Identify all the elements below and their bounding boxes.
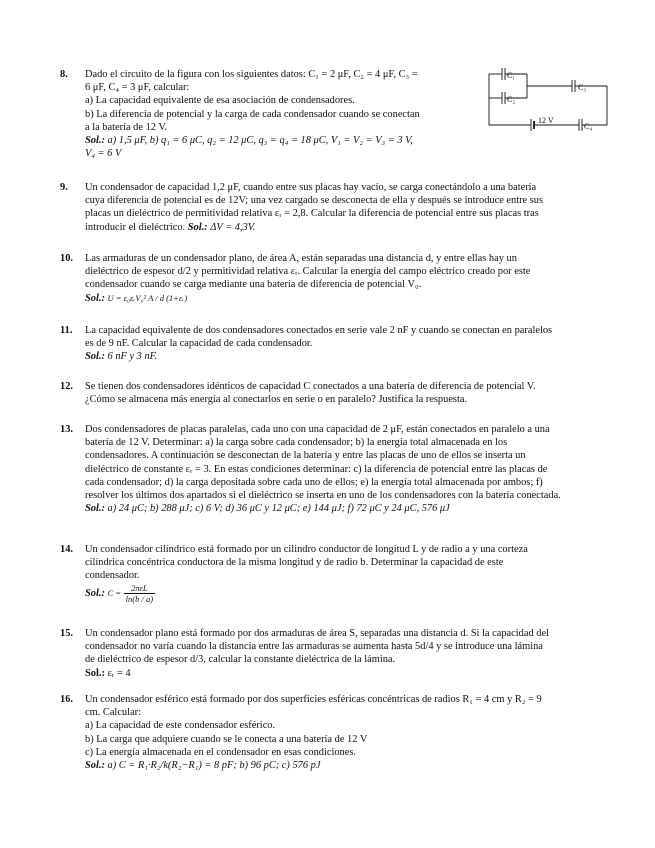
solution-formula: U = ε₀εᵣV₀² A / d (1+εᵣ) <box>107 292 188 303</box>
problem-line: es de 9 nF. Calcular la capacidad de cada condensador. <box>85 338 313 350</box>
solution-lhs: C = <box>107 587 122 598</box>
solution-text: εᵣ = 4 <box>104 667 131 679</box>
problem-12 <box>60 380 610 406</box>
problem-number: 9. <box>60 182 68 193</box>
solution-label: Sol.: <box>85 587 105 599</box>
problem-line: 6 μF, C₄ = 3 μF, calcular: <box>85 82 190 94</box>
problem-line: a) La capacidad de este condensador esférico. <box>85 720 276 732</box>
problem-line: dieléctrico de constante εᵣ = 3. En estas condiciones determinar: c) la diferencia de potencial entre las placas de <box>85 463 548 475</box>
problem-10 <box>60 252 610 305</box>
solution-text: a) 24 μC; b) 288 μJ; c) 6 V; d) 36 μC y 12 μC; e) 144 μJ; f) 72 μC y 24 μC, 576 μJ <box>104 503 450 515</box>
solution <box>85 134 470 147</box>
problem-number: 10. <box>60 253 73 264</box>
solution-label: Sol.: <box>85 135 105 147</box>
problem-line: cada condensador; d) la carga depositada sobre cada uno de ellos; e) la energía total almacenada por ambos; f) <box>85 476 543 488</box>
problem-16 <box>60 693 610 772</box>
problem-line: cilíndrica concéntrica conductora de la misma longitud y de radio b. Determinar la capacidad de este <box>85 557 504 569</box>
solution-label: Sol.: <box>85 503 105 515</box>
problem-number: 8. <box>60 69 68 80</box>
problem-line: introducir el dieléctrico. <box>85 221 188 233</box>
problem-11 <box>60 324 610 364</box>
problem-line: de dieléctrico de espesor d/3, calcular la constante dieléctrica de la lámina. <box>85 654 396 666</box>
problem-line: condensadores. A continuación se desconectan de la batería y entre las placas de uno de ellos se inserta un <box>85 450 526 462</box>
solution-label: Sol.: <box>85 292 105 304</box>
problem-line: La capacidad equivalente de dos condensadores conectados en serie vale 2 nF y cuando se conectan en paralelos <box>85 325 553 336</box>
problem-line: b) La diferencia de potencial y la carga de cada condensador cuando se conectan <box>85 108 420 120</box>
problem-line: cm. Calcular: <box>85 707 141 719</box>
problem-9 <box>60 181 610 234</box>
problem-line: Se tienen dos condensadores idénticos de capacidad C conectados a una batería de diferencia de potencial V. <box>85 381 536 392</box>
fraction-denominator: ln(b / a) <box>125 593 154 604</box>
solution-label: Sol.: <box>85 667 105 679</box>
problem-line: Un condensador cilíndrico está formado por un cilindro conductor de longitud L y de radio a y una corteza <box>85 544 528 555</box>
solution-text: V₄ = 6 V <box>85 148 122 160</box>
problem-line: condensador. <box>85 570 140 582</box>
problem-line: ¿Cómo se almacena más energía al conectarlos en serie o en paralelo? Justifica la respuesta. <box>85 394 468 406</box>
fraction-numerator: 2πεL <box>124 583 155 594</box>
label-c1: C₁ <box>507 71 516 80</box>
solution-label: Sol.: <box>85 760 105 772</box>
label-c2: C₂ <box>507 95 516 104</box>
problem-number: 15. <box>60 628 73 639</box>
solution-label: Sol.: <box>187 221 208 233</box>
problem-line: b) La carga que adquiere cuando se le conecta a una batería de 12 V <box>85 733 368 745</box>
problem-number: 14. <box>60 544 73 555</box>
problem-number: 11. <box>60 325 73 336</box>
problem-line: Un condensador esférico está formado por dos superficies esféricas concéntricas de radios R₁ = 4 cm y R₂ = 9 <box>85 694 542 705</box>
problem-line: a) La capacidad equivalente de esa asociación de condensadores. <box>85 95 355 107</box>
problem-13 <box>60 423 610 515</box>
problem-number: 12. <box>60 381 73 392</box>
solution-text: 6 nF y 3 nF. <box>104 351 158 363</box>
problem-14 <box>60 543 610 604</box>
capacitor-circuit-diagram <box>487 65 609 131</box>
problem-line: a la batería de 12 V. <box>85 121 168 133</box>
solution-label: Sol.: <box>85 351 105 363</box>
solution-text: ΔV = 4,3V. <box>207 221 256 233</box>
problem-line: Un condensador de capacidad 1,2 μF, cuando entre sus placas hay vacío, se carga conectándolo a una batería <box>85 182 537 193</box>
solution-text: a) C = R₁·R₂/k(R₂−R₁) = 8 pF; b) 96 pC; c) 576 pJ <box>104 760 321 772</box>
problem-line: condensador cuando se carga mediante una batería de diferencia de potencial V₀. <box>85 279 422 291</box>
problem-line: Un condensador plano está formado por dos armaduras de área S, separadas una distancia d. Si la capacidad del <box>85 628 549 639</box>
label-battery: 12 V <box>538 116 554 125</box>
problem-line: resolver los últimos dos apartados si el dieléctrico se inserta en uno de los condensadores con la batería conectada. <box>85 490 561 502</box>
problem-8 <box>60 68 470 160</box>
solution-fraction <box>124 583 155 604</box>
problem-number: 16. <box>60 694 73 705</box>
problem-line: placas un dieléctrico de permitividad relativa εᵣ = 2,8. Calcular la diferencia de potencial entre sus placas tras <box>85 208 539 220</box>
problem-line: dieléctrico de espesor d/2 y permitividad relativa εᵣ. Calcular la energía del campo eléctrico creado por este <box>85 266 531 278</box>
problem-15 <box>60 627 610 680</box>
problem-line: batería de 12 V. Determinar: a) la carga sobre cada condensador; b) la energía total almacenada en los <box>85 437 508 449</box>
problem-number: 13. <box>60 424 73 435</box>
problem-line: condensador no varía cuando la distancia entre las armaduras se aumenta hasta 5d/4 y se introduce una lámina <box>85 641 543 653</box>
problem-line: cuya diferencia de potencial es de 12V; una vez cargado se desconecta de ella y después se introduce entre sus <box>85 195 544 207</box>
problem-line: c) La energía almacenada en el condensador en esas condiciones. <box>85 746 356 758</box>
problem-line: Las armaduras de un condensador plano, de área A, están separadas una distancia d, y entre ellas hay un <box>85 253 517 264</box>
problem-line: Dado el circuito de la figura con los siguientes datos: C₁ = 2 μF, C₂ = 4 μF, C₃ = <box>85 69 418 80</box>
label-c4: C₄ <box>584 122 593 131</box>
problem-line: Dos condensadores de placas paralelas, cada uno con una capacidad de 2 μF, están conectados en paralelo a una <box>85 424 550 435</box>
label-c3: C₃ <box>578 83 587 92</box>
solution-text: a) 1,5 μF, b) q₁ = 6 μC, q₂ = 12 μC, q₃ = q₄ = 18 μC, V₁ = V₂ = V₃ = 3 V, <box>104 135 413 147</box>
